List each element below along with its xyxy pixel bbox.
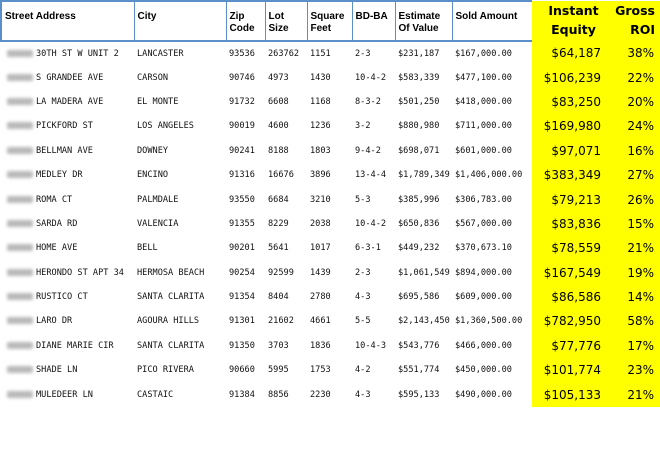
lot-size-cell: 5995 [268,365,289,376]
table-row[interactable] [1,285,660,309]
lot-size-cell: 8229 [268,218,289,229]
sold-amount-cell: $418,000.00 [455,96,512,107]
estimate-of-value-cell: $551,774 [398,365,440,376]
redacted-house-number [7,171,33,178]
header-zip-code[interactable]: Zip Code [226,1,265,41]
sold-amount-cell: $567,000.00 [455,218,512,229]
zip-code-cell: 93550 [229,194,255,205]
table-row[interactable] [1,236,660,260]
street-address-cell [1,285,134,309]
redacted-house-number [7,50,33,57]
sold-amount-cell: $450,000.00 [455,365,512,376]
instant-equity-cell: $101,774 [532,358,611,382]
zip-code-cell: 90254 [229,267,255,278]
gross-roi-cell: 17% [611,334,660,358]
sold-amount-cell: $167,000.00 [455,48,512,59]
lot-size-cell: 8856 [268,389,289,400]
instant-equity-cell: $64,187 [532,41,611,65]
street-address-cell [1,187,134,211]
city-cell: LOS ANGELES [137,121,194,132]
city-cell: LANCASTER [137,48,184,59]
table-row[interactable] [1,139,660,163]
instant-equity-cell: $83,250 [532,90,611,114]
square-feet-cell: 1836 [310,340,331,351]
lot-size-cell: 21602 [268,316,294,327]
lot-size-cell: 6608 [268,96,289,107]
square-feet-cell: 2780 [310,292,331,303]
estimate-of-value-cell: $543,776 [398,340,440,351]
zip-code-cell: 91316 [229,170,255,181]
street-address: S GRANDEE AVE [36,72,104,83]
street-address-cell [1,382,134,406]
table-body [1,41,660,407]
table-row[interactable] [1,334,660,358]
estimate-of-value-cell: $650,836 [398,218,440,229]
header-lot-size[interactable]: Lot Size [265,1,307,41]
bd-ba-cell: 5-3 [355,194,371,205]
square-feet-cell: 3896 [310,170,331,181]
redacted-house-number [7,342,33,349]
sold-amount-cell: $306,783.00 [455,194,512,205]
street-address-cell [1,163,134,187]
estimate-of-value-cell: $880,980 [398,121,440,132]
street-address: LARO DR [36,316,73,327]
bd-ba-cell: 10-4-2 [355,72,387,83]
street-address: MEDLEY DR [36,170,83,181]
street-address-cell [1,41,134,65]
redacted-house-number [7,74,33,81]
lot-size-cell: 8404 [268,292,289,303]
zip-code-cell: 91732 [229,96,255,107]
street-address-cell [1,90,134,114]
square-feet-cell: 1151 [310,48,331,59]
street-address-cell [1,114,134,138]
sold-amount-cell: $490,000.00 [455,389,512,400]
gross-roi-cell: 38% [611,41,660,65]
city-cell: PALMDALE [137,194,179,205]
city-cell: AGOURA HILLS [137,316,200,327]
bd-ba-cell: 4-3 [355,292,371,303]
street-address: DIANE MARIE CIR [36,340,114,351]
table-row[interactable] [1,114,660,138]
gross-roi-cell: 24% [611,114,660,138]
table-row[interactable] [1,163,660,187]
street-address: HOME AVE [36,243,78,254]
header-sold-amount[interactable]: Sold Amount [452,1,532,41]
table-row[interactable] [1,309,660,333]
sold-amount-cell: $466,000.00 [455,340,512,351]
sold-amount-cell: $477,100.00 [455,72,512,83]
sold-amount-cell: $609,000.00 [455,292,512,303]
table-row[interactable] [1,187,660,211]
lot-size-cell: 263762 [268,48,300,59]
lot-size-cell: 8188 [268,145,289,156]
square-feet-cell: 2230 [310,389,331,400]
sold-amount-cell: $1,406,000.00 [455,170,523,181]
street-address: BELLMAN AVE [36,145,93,156]
street-address-cell [1,334,134,358]
gross-roi-cell: 27% [611,163,660,187]
street-address: HERONDO ST APT 34 [36,267,124,278]
redacted-house-number [7,293,33,300]
bd-ba-cell: 6-3-1 [355,243,381,254]
bd-ba-cell: 4-2 [355,365,371,376]
zip-code-cell: 91350 [229,340,255,351]
square-feet-cell: 1430 [310,72,331,83]
header-gross-roi[interactable]: Gross ROI [611,1,660,41]
gross-roi-cell: 58% [611,309,660,333]
bd-ba-cell: 5-5 [355,316,371,327]
sold-amount-cell: $601,000.00 [455,145,512,156]
estimate-of-value-cell: $231,187 [398,48,440,59]
estimate-of-value-cell: $695,586 [398,292,440,303]
city-cell: SANTA CLARITA [137,340,205,351]
lot-size-cell: 5641 [268,243,289,254]
square-feet-cell: 4661 [310,316,331,327]
lot-size-cell: 4600 [268,121,289,132]
street-address: SARDA RD [36,218,78,229]
street-address-cell [1,236,134,260]
bd-ba-cell: 10-4-3 [355,340,387,351]
square-feet-cell: 1236 [310,121,331,132]
bd-ba-cell: 4-3 [355,389,371,400]
instant-equity-cell: $77,776 [532,334,611,358]
gross-roi-cell: 15% [611,212,660,236]
zip-code-cell: 91301 [229,316,255,327]
header-bd-ba[interactable]: BD-BA [352,1,395,41]
instant-equity-cell: $78,559 [532,236,611,260]
city-cell: ENCINO [137,170,169,181]
redacted-house-number [7,366,33,373]
header-instant-equity[interactable]: Instant Equity [532,1,611,41]
square-feet-cell: 1017 [310,243,331,254]
gross-roi-cell: 22% [611,65,660,89]
gross-roi-cell: 23% [611,358,660,382]
street-address-cell [1,358,134,382]
zip-code-cell: 91354 [229,292,255,303]
street-address: RUSTICO CT [36,292,88,303]
city-cell: SANTA CLARITA [137,292,205,303]
header-city[interactable]: City [134,1,226,41]
square-feet-cell: 1168 [310,96,331,107]
instant-equity-cell: $167,549 [532,261,611,285]
square-feet-cell: 1753 [310,365,331,376]
gross-roi-cell: 20% [611,90,660,114]
header-street-address[interactable]: Street Address [1,1,134,41]
table-row[interactable] [1,41,660,65]
zip-code-cell: 90019 [229,121,255,132]
table-header-row [1,1,660,41]
gross-roi-cell: 21% [611,382,660,406]
zip-code-cell: 90241 [229,145,255,156]
lot-size-cell: 92599 [268,267,294,278]
gross-roi-cell: 14% [611,285,660,309]
table-row[interactable] [1,358,660,382]
zip-code-cell: 91355 [229,218,255,229]
zip-code-cell: 90201 [229,243,255,254]
instant-equity-cell: $106,239 [532,65,611,89]
estimate-of-value-cell: $698,071 [398,145,440,156]
estimate-of-value-cell: $2,143,450 [398,316,450,327]
estimate-of-value-cell: $595,133 [398,389,440,400]
instant-equity-cell: $86,586 [532,285,611,309]
gross-roi-cell: 16% [611,139,660,163]
zip-code-cell: 91384 [229,389,255,400]
square-feet-cell: 2038 [310,218,331,229]
table-row[interactable] [1,212,660,236]
city-cell: HERMOSA BEACH [137,267,205,278]
redacted-house-number [7,269,33,276]
redacted-house-number [7,244,33,251]
estimate-of-value-cell: $1,789,349 [398,170,450,181]
instant-equity-cell: $79,213 [532,187,611,211]
city-cell: EL MONTE [137,96,179,107]
city-cell: BELL [137,243,158,254]
redacted-house-number [7,147,33,154]
zip-code-cell: 90660 [229,365,255,376]
sold-amount-cell: $1,360,500.00 [455,316,523,327]
street-address: SHADE LN [36,365,78,376]
redacted-house-number [7,98,33,105]
street-address: PICKFORD ST [36,121,93,132]
street-address: MULEDEER LN [36,389,93,400]
lot-size-cell: 6684 [268,194,289,205]
estimate-of-value-cell: $1,061,549 [398,267,450,278]
redacted-house-number [7,122,33,129]
square-feet-cell: 3210 [310,194,331,205]
estimate-of-value-cell: $501,250 [398,96,440,107]
sold-amount-cell: $894,000.00 [455,267,512,278]
redacted-house-number [7,391,33,398]
lot-size-cell: 3703 [268,340,289,351]
sold-amount-cell: $711,000.00 [455,121,512,132]
square-feet-cell: 1803 [310,145,331,156]
street-address: LA MADERA AVE [36,96,104,107]
bd-ba-cell: 13-4-4 [355,170,387,181]
bd-ba-cell: 2-3 [355,267,371,278]
city-cell: CASTAIC [137,389,174,400]
estimate-of-value-cell: $583,339 [398,72,440,83]
header-square-feet[interactable]: Square Feet [307,1,352,41]
instant-equity-cell: $782,950 [532,309,611,333]
estimate-of-value-cell: $385,996 [398,194,440,205]
street-address-cell [1,212,134,236]
city-cell: CARSON [137,72,169,83]
table-row[interactable] [1,382,660,406]
street-address-cell [1,139,134,163]
street-address: 30TH ST W UNIT 2 [36,48,119,59]
gross-roi-cell: 19% [611,261,660,285]
sold-amount-cell: $370,673.10 [455,243,512,254]
instant-equity-cell: $97,071 [532,139,611,163]
estimate-of-value-cell: $449,232 [398,243,440,254]
bd-ba-cell: 10-4-2 [355,218,387,229]
street-address: ROMA CT [36,194,73,205]
city-cell: VALENCIA [137,218,179,229]
instant-equity-cell: $169,980 [532,114,611,138]
instant-equity-cell: $105,133 [532,382,611,406]
header-estimate-of-value[interactable]: Estimate Of Value [395,1,452,41]
street-address-cell [1,65,134,89]
gross-roi-cell: 26% [611,187,660,211]
city-cell: PICO RIVERA [137,365,194,376]
table-row[interactable] [1,261,660,285]
redacted-house-number [7,196,33,203]
zip-code-cell: 90746 [229,72,255,83]
bd-ba-cell: 3-2 [355,121,371,132]
instant-equity-cell: $83,836 [532,212,611,236]
bd-ba-cell: 8-3-2 [355,96,381,107]
street-address-cell [1,261,134,285]
redacted-house-number [7,220,33,227]
street-address-cell [1,309,134,333]
table-row[interactable] [1,65,660,89]
bd-ba-cell: 2-3 [355,48,371,59]
instant-equity-cell: $383,349 [532,163,611,187]
square-feet-cell: 1439 [310,267,331,278]
city-cell: DOWNEY [137,145,169,156]
gross-roi-cell: 21% [611,236,660,260]
redacted-house-number [7,317,33,324]
lot-size-cell: 16676 [268,170,294,181]
bd-ba-cell: 9-4-2 [355,145,381,156]
lot-size-cell: 4973 [268,72,289,83]
table-row[interactable] [1,90,660,114]
zip-code-cell: 93536 [229,48,255,59]
